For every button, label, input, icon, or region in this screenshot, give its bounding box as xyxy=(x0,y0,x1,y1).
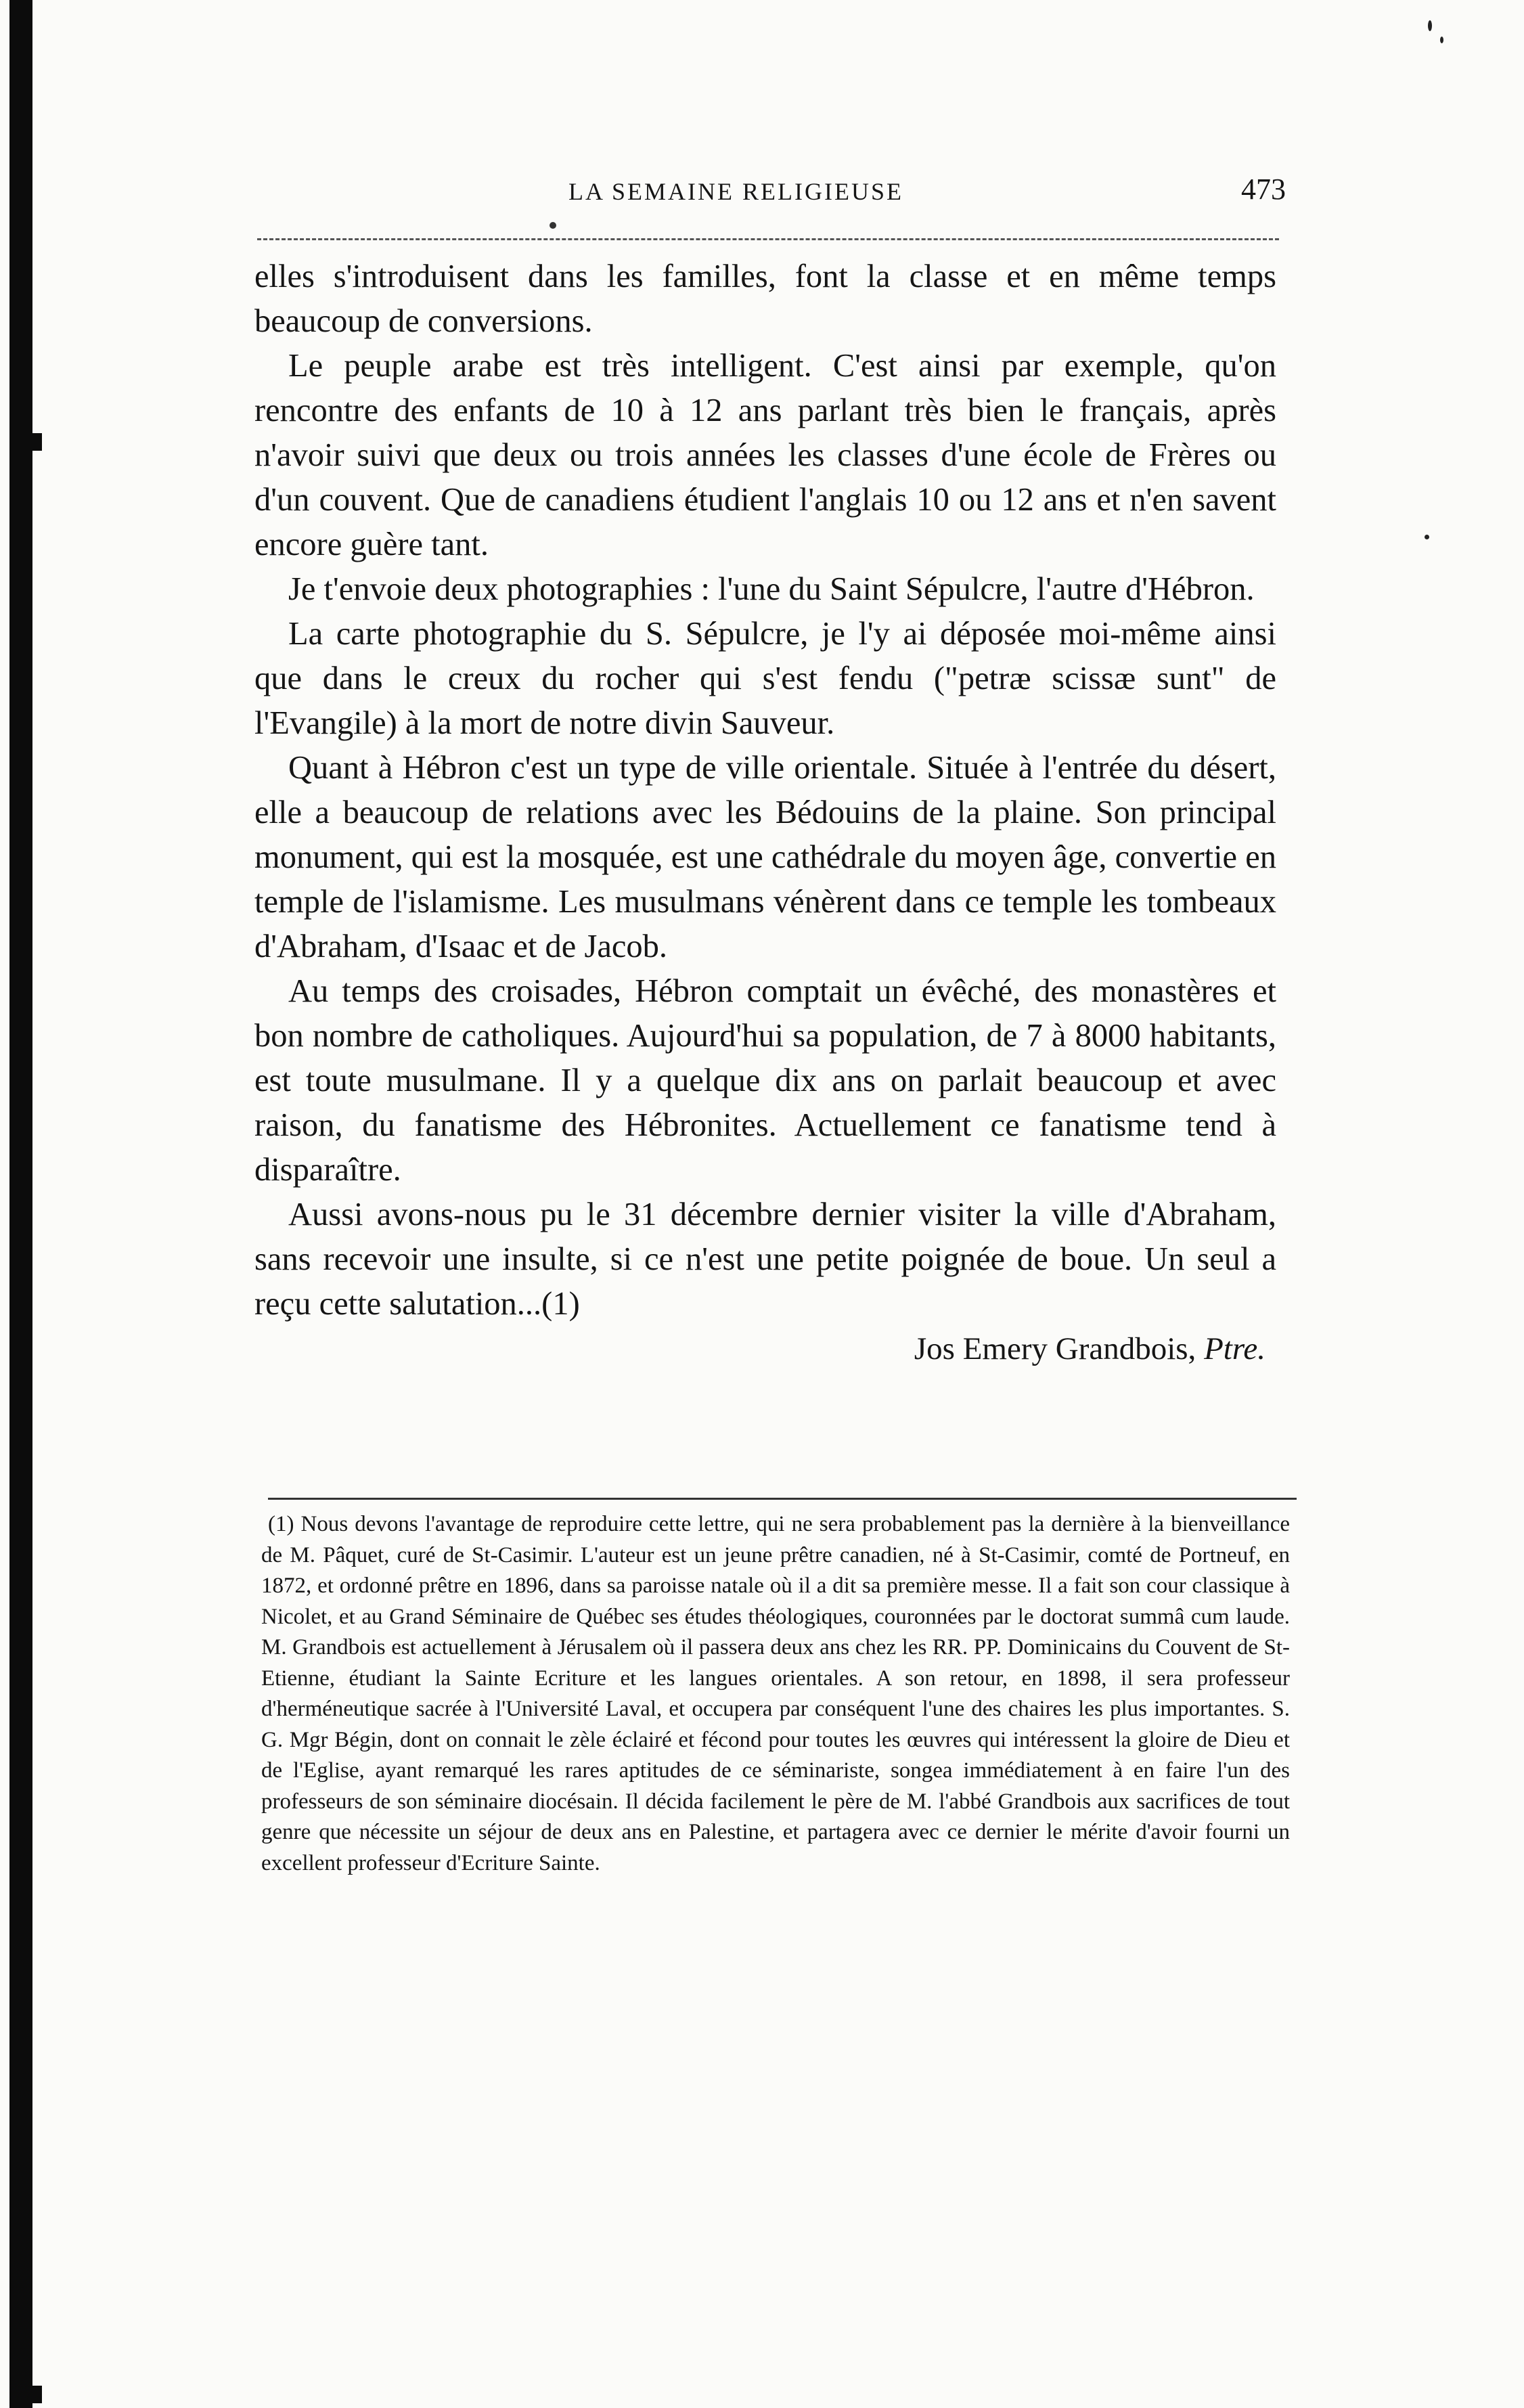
scan-speck xyxy=(1428,20,1432,31)
paragraph: Quant à Hébron c'est un type de ville orientale. Située à l'entrée du désert, elle a beaucoup de relations avec les Bédouins de la plaine. Son principal monument, qui est la mosquée, est une cathédrale du moyen âge, convertie en temple de l'islamisme. Les musulmans vénèrent dans ce temple les tombeaux d'Abraham, d'Isaac et de Jacob. xyxy=(254,750,1276,964)
signature-name: Jos Emery Grandbois, xyxy=(914,1331,1196,1366)
header-rule xyxy=(257,238,1279,240)
scan-edge-notch xyxy=(32,433,42,451)
letter-body xyxy=(254,254,1276,1371)
paragraph: Je t'envoie deux photographies : l'une du Saint Sépulcre, l'autre d'Hébron. xyxy=(288,571,1255,607)
page-number: 473 xyxy=(1241,173,1286,206)
paragraph: elles s'introduisent dans les familles, font la classe et en même temps beaucoup de conversions. xyxy=(254,259,1276,339)
footnote-text: Nous devons l'avantage de reproduire cette lettre, qui ne sera probablement pas la dernière à la bienveillance de M. Pâquet, curé de St-Casimir. L'auteur est un jeune prêtre canadien, né à St-Casimir, comté de Portneuf, en 1872, et ordonné prêtre en 1896, dans sa paroisse natale où il a dit sa première messe. Il a fait son cour classique à Nicolet, et au Grand Séminaire de Québec ses études théologiques, couronnées par le doctorat summâ cum laude. M. Grandbois est actuellement à Jérusalem où il passera deux ans chez les RR. PP. Dominicains du Couvent de St-Etienne, étudiant la Sainte Ecriture et les langues orientales. A son retour, en 1898, il sera professeur d'herméneutique sacrée à l'Université Laval, et occupera par conséquent l'une des chaires les plus importantes. S. G. Mgr Bégin, dont on connait le zèle éclairé et fécond pour toutes les œuvres qui intéressent la gloire de Dieu et de l'Eglise, ayant remarqué les rares aptitudes de ce séminariste, songea immédiatement à en faire l'un des professeurs de son séminaire diocésain. Il décida facilement le père de M. l'abbé Grandbois aux sacrifices de tout genre que nécessite un séjour de deux ans en Palestine, et partagera avec ce dernier le mérite d'avoir fourni un excellent professeur d'Ecriture Sainte. xyxy=(261,1512,1290,1875)
paragraph: Aussi avons-nous pu le 31 décembre dernier visiter la ville d'Abraham, sans recevoir une insulte, si ce n'est une petite poignée de boue. Un seul a reçu cette salutation...(1) xyxy=(254,1197,1276,1322)
running-header xyxy=(257,173,1286,218)
paragraph: Au temps des croisades, Hébron comptait un évêché, des monastères et bon nombre de catholiques. Aujourd'hui sa population, de 7 à 8000 habitants, est toute musulmane. Il y a quelque dix ans on parlait beaucoup et avec raison, du fanatisme des Hébronites. Actuellement ce fanatisme tend à disparaître. xyxy=(254,973,1276,1188)
signature xyxy=(254,1326,1276,1371)
footnote xyxy=(261,1509,1290,1879)
scan-edge-notch xyxy=(32,2386,42,2403)
footnote-mark: (1) xyxy=(268,1512,294,1536)
paragraph: La carte photographie du S. Sépulcre, je l'y ai déposée moi-même ainsi que dans le creux du rocher qui s'est fendu ("petræ scissæ sunt" de l'Evangile) à la mort de notre divin Sauveur. xyxy=(254,616,1276,741)
scan-speck xyxy=(1425,535,1429,539)
scan-edge-bar xyxy=(9,0,32,2408)
running-title: LA SEMAINE RELIGIEUSE xyxy=(568,178,903,205)
paragraph: Le peuple arabe est très intelligent. C'est ainsi par exemple, qu'on rencontre des enfants de 10 à 12 ans parlant très bien le français, après n'avoir suivi que deux ou trois années les classes d'une école de Frères ou d'un couvent. Que de canadiens étudient l'anglais 10 ou 12 ans et n'en savent encore guère tant. xyxy=(254,348,1276,562)
footnote-rule xyxy=(268,1498,1297,1500)
scan-speck xyxy=(1440,37,1443,43)
header-dot xyxy=(550,222,556,229)
signature-role: Ptre. xyxy=(1204,1331,1265,1366)
